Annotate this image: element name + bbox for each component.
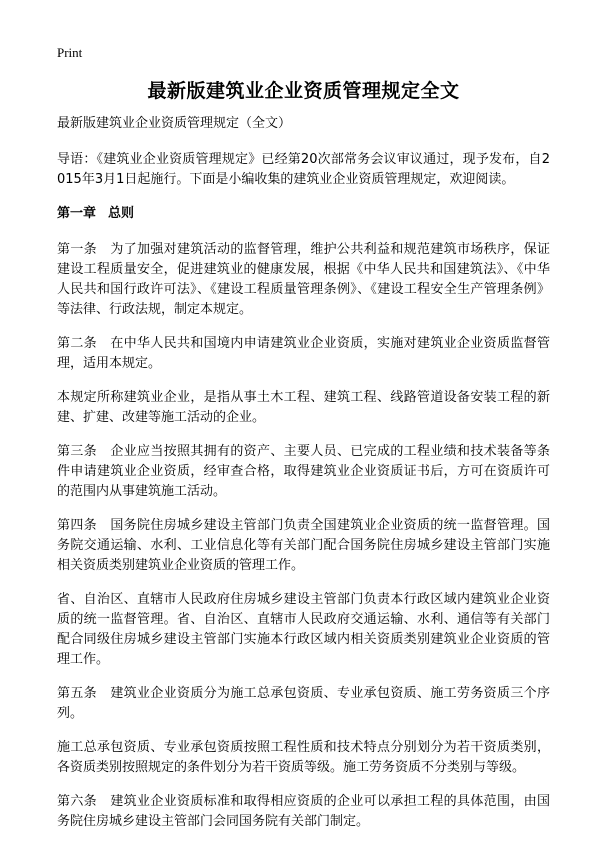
article-3-paragraph: 第三条 企业应当按照其拥有的资产、主要人员、已完成的工程业绩和技术装备等条件申请建筑业企业资质，经审查合格，取得建筑业企业资质证书后，方可在资质许可的范围内从事建筑施工活动。 [57, 444, 550, 499]
article-4-paragraph: 第四条 国务院住房城乡建设主管部门负责全国建筑业企业资质的统一监督管理。国务院交通运输、水利、工业信息化等有关部门配合国务院住房城乡建设主管部门实施相关资质类别建筑业企业资质的管理工作。 [57, 518, 550, 573]
provincial-management-paragraph: 省、自治区、直辖市人民政府住房城乡建设主管部门负责本行政区域内建筑业企业资质的统一监督管理。省、自治区、直辖市人民政府交通运输、水利、通信等有关部门配合同级住房城乡建设主管部门实施本行政区域内相关资质类别建筑业企业资质的管理工作。 [57, 592, 550, 667]
chapter-name: 总则 [108, 206, 135, 221]
article-6-paragraph: 第六条 建筑业企业资质标准和取得相应资质的企业可以承担工程的具体范围，由国务院住房城乡建设主管部门会同国务院有关部门制定。 [57, 794, 550, 829]
qualification-classes-paragraph: 施工总承包资质、专业承包资质按照工程性质和技术特点分别划分为若干资质类别，各资质类别按照规定的条件划分为若干资质等级。施工劳务资质不分类别与等级。 [57, 740, 550, 775]
article-5-paragraph: 第五条 建筑业企业资质分为施工总承包资质、专业承包资质、施工劳务资质三个序列。 [57, 686, 550, 721]
document-subtitle: 最新版建筑业企业资质管理规定（全文） [57, 116, 292, 131]
chapter-number: 第一章 [57, 206, 97, 221]
chapter-heading [57, 204, 550, 224]
article-2-paragraph: 第二条 在中华人民共和国境内申请建筑业企业资质，实施对建筑业企业资质监督管理，适用本规定。 [57, 336, 550, 371]
print-link[interactable]: Print [57, 45, 83, 60]
document-body [57, 78, 550, 846]
article-1-paragraph: 第一条 为了加强对建筑活动的监督管理，维护公共利益和规范建筑市场秩序，保证建设工程质量安全，促进建筑业的健康发展，根据《中华人民共和国建筑法》、《中华人民共和国行政许可法》、《建设工程质量管理条例》、《建设工程安全生产管理条例》等法律、行政法规，制定本规定。 [57, 242, 550, 317]
definition-paragraph: 本规定所称建筑业企业，是指从事土木工程、建筑工程、线路管道设备安装工程的新建、扩建、改建等施工活动的企业。 [57, 390, 550, 425]
page-title: 最新版建筑业企业资质管理规定全文 [147, 80, 460, 102]
intro-paragraph: 导语：《建筑业企业资质管理规定》已经第20次部常务会议审议通过，现予发布，自2015年3月1日起施行。下面是小编收集的建筑业企业资质管理规定，欢迎阅读。 [57, 152, 550, 187]
